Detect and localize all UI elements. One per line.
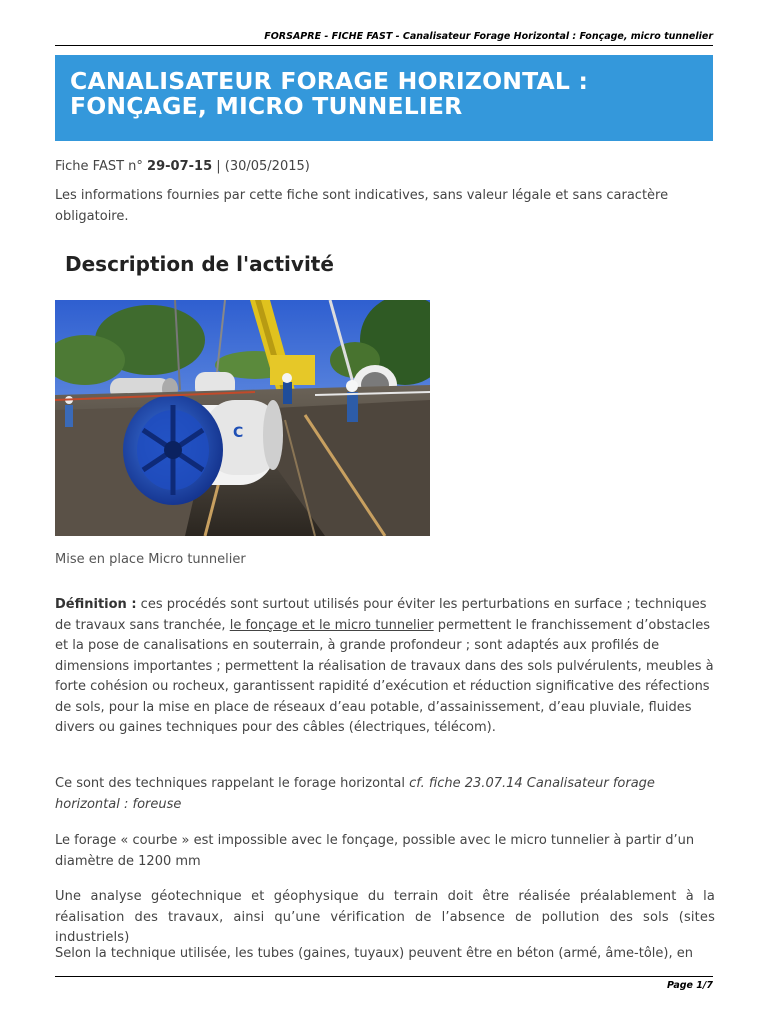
definition-text-1: ces procédés sont surtout utilisés pour éviter les perturbations en surface ; techniques de travaux sans tranchée, (55, 597, 707, 633)
fiche-date: | (30/05/2015) (212, 159, 310, 174)
forage-courbe-paragraph: Le forage « courbe » est impossible avec le fonçage, possible avec le micro tunnelier à partir d’un diamètre de 1200 mm (55, 833, 695, 869)
page-title-line-1: CANALISATEUR FORAGE HORIZONTAL : (70, 67, 589, 95)
fiche-meta-prefix: Fiche FAST n° (55, 159, 148, 174)
disclaimer-text: Les informations fournies par cette fiche sont indicatives, sans valeur légale et sans caractère obligatoire. (55, 188, 669, 224)
micro-tunnelier-photo (55, 300, 430, 536)
fiche-number: 29-07-15 (147, 159, 213, 174)
page-number: Page 1/7 (666, 980, 713, 991)
svg-text:C: C (233, 425, 244, 441)
techniques-paragraph (55, 774, 715, 815)
selon-paragraph: Selon la technique utilisée, les tubes (gaines, tuyaux) peuvent être en béton (armé, âme-tôle), en (55, 946, 693, 961)
analyse-paragraph: Une analyse géotechnique et géophysique du terrain doit être réalisée préalablement à la réalisation des travaux, ainsi qu’une vérification de l’absence de pollution des sols (sites industriels) (55, 889, 715, 945)
fiche-meta (55, 158, 310, 176)
definition-paragraph (55, 595, 715, 739)
fiche-reference: cf. fiche 23.07.14 Canalisateur forage horizontal : foreuse (55, 776, 655, 812)
definition-text-2: permettent le franchissement d’obstacles et la pose de canalisations en souterrain, à grande profondeur ; sont adaptés aux profilés de dimensions importantes ; permettent la réalisation de travaux dans des sols pulvérulents, meubles à forte cohésion ou rocheux, garantissent rapidité d’exécution et réduction significative des réfections de sols, pour la mise en place de réseaux d’eau potable, d’assainissement, d’eau pluviale, fluides divers ou gaines techniques pour des câbles (électriques, télécom). (55, 617, 714, 735)
footer-divider (55, 976, 713, 977)
header-divider (55, 45, 713, 46)
page-title (70, 69, 698, 119)
section-heading: Description de l'activité (65, 252, 334, 276)
techniques-text: Ce sont des techniques rappelant le forage horizontal (55, 776, 410, 791)
title-banner (55, 55, 713, 141)
construction-site-illustration (55, 300, 430, 536)
foncage-micro-tunnelier-link[interactable]: le fonçage et le micro tunnelier (229, 617, 434, 633)
page-title-line-2: FONÇAGE, MICRO TUNNELIER (70, 92, 463, 120)
figure-caption: Mise en place Micro tunnelier (55, 552, 246, 567)
running-header: FORSAPRE - FICHE FAST - Canalisateur Forage Horizontal : Fonçage, micro tunnelier (264, 31, 713, 42)
definition-label: Définition : (55, 597, 137, 612)
